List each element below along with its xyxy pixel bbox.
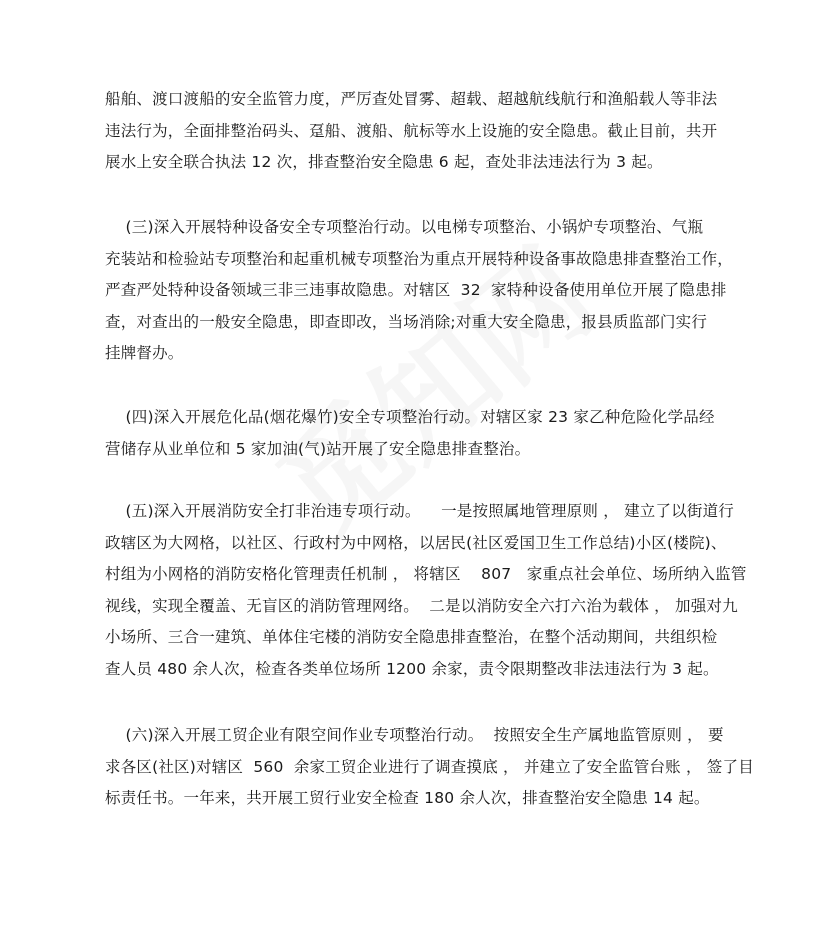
text-line: 标责任书。一年来，共开展工贸行业安全检查 180 余人次，排查整治安全隐患 14 起。: [105, 789, 710, 807]
text-line: (六)深入开展工贸企业有限空间作业专项整治行动。 按照安全生产属地监管原则 ， 要: [105, 726, 724, 744]
paragraph-hazardous-chemicals: [105, 402, 745, 465]
text-line: (四)深入开展危化品(烟花爆竹)安全专项整治行动。对辖区家 23 家乙种危险化学品经: [105, 408, 715, 426]
text-line: 政辖区为大网格，以社区、行政村为中网格，以居民(社区爱国卫生工作总结)小区(楼院)、: [105, 533, 727, 552]
text-line: 村组为小网格的消防安格化管理责任机制 ， 将辖区 807 家重点社会单位、场所纳入监管: [105, 565, 747, 583]
text-line: 船舶、渡口渡船的安全监管力度，严厉查处冒雾、超载、超越航线航行和渔船载人等非法: [105, 90, 718, 108]
text-line: 查，对查出的一般安全隐患，即查即改，当场消除;对重大安全隐患，报县质监部门实行: [105, 312, 708, 331]
text-line: 营储存从业单位和 5 家加油(气)站开展了安全隐患排查整治。: [105, 439, 531, 458]
text-line: 挂牌督办。: [105, 344, 184, 362]
text-line: 严查严处特种设备领域三非三违事故隐患。对辖区 32 家特种设备使用单位开展了隐患排: [105, 281, 727, 299]
paragraph-special-equipment: [105, 212, 745, 370]
paragraph-fire-safety: [105, 496, 745, 685]
text-line: 违法行为，全面排整治码头、趸船、渡船、航标等水上设施的安全隐患。截止目前，共开: [105, 121, 718, 140]
text-line: 小场所、三合一建筑、单体住宅楼的消防安全隐患排查整治，在整个活动期间，共组织检: [105, 628, 718, 646]
text-line: 求各区(社区)对辖区 560 余家工贸企业进行了调查摸底 ， 并建立了安全监管台账 ， 签了目: [105, 757, 754, 776]
text-line: 查人员 480 余人次，检查各类单位场所 1200 余家，责令限期整改非法违法行为 3 起。: [105, 659, 719, 678]
text-line: (三)深入开展特种设备安全专项整治行动。以电梯专项整治、小锅炉专项整治、气瓶: [105, 218, 704, 236]
text-line: 视线，实现全覆盖、无盲区的消防管理网络。 二是以消防安全六打六治为载体 ， 加强对九: [105, 596, 738, 615]
paragraph-confined-space: [105, 720, 754, 815]
paragraph-water-safety: [105, 84, 745, 179]
text-line: 展水上安全联合执法 12 次，排查整治安全隐患 6 起，查处非法违法行为 3 起。: [105, 153, 663, 171]
text-line: (五)深入开展消防安全打非治违专项行动。 一是按照属地管理原则 ， 建立了以街道行: [105, 502, 734, 520]
text-line: 充装站和检验站专项整治和起重机械专项整治为重点开展特种设备事故隐患排查整治工作，: [105, 249, 734, 268]
